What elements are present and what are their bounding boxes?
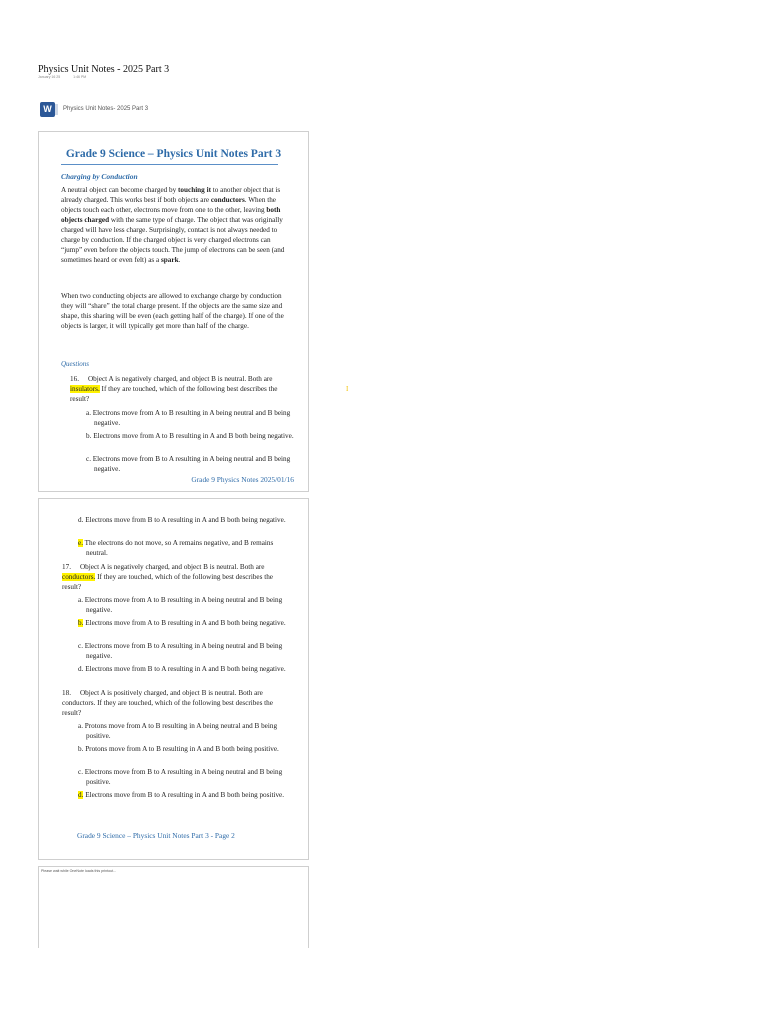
bold-term: both objects charged: [61, 206, 281, 224]
option-e: [78, 538, 296, 558]
page-footer: Grade 9 Science – Physics Unit Notes Part 3 - Page 2: [77, 831, 235, 840]
printout-page-2: [38, 498, 309, 860]
question-16-stem: [70, 374, 285, 404]
option-d: d. Electrons move from B to A resulting in A and B both being negative.: [78, 516, 286, 524]
question-18-stem: [62, 688, 282, 718]
page-footer: Grade 9 Physics Notes 2025/01/16: [191, 475, 294, 484]
stem-text: Object A is negatively charged, and object B is neutral. Both are: [79, 563, 265, 571]
option-d: [78, 790, 296, 800]
question-17-stem: [62, 562, 282, 592]
paragraph-text: to another object that is already charged. This works best if both objects are: [61, 186, 281, 204]
loading-message: Please wait while OneNote loads this printout...: [41, 869, 117, 873]
paragraph-sharing: When two conducting objects are allowed to exchange charge by conduction they will “share” the total charge present. If the objects are the same size and shape, this sharing will be even (each getting half of the charge). If one of the objects is larger, it will typically get more than half of the charge.: [61, 292, 284, 330]
document-heading: Grade 9 Science – Physics Unit Notes Part 3: [65, 148, 282, 160]
paragraph-text: .: [178, 256, 181, 264]
option-a: a. Electrons move from A to B resulting in A being neutral and B being negative.: [86, 409, 291, 427]
option-text: Electrons move from B to A resulting in A and B both being positive.: [83, 791, 285, 799]
option-d: d. Electrons move from B to A resulting in A and B both being negative.: [78, 665, 286, 673]
questions-label: Questions: [61, 360, 89, 368]
highlighted-word: conductors.: [62, 573, 96, 581]
paragraph-text: A neutral object can become charged by: [61, 186, 179, 194]
option-c: c. Electrons move from B to A resulting in A being neutral and B being positive.: [78, 768, 283, 786]
attachment-name[interactable]: Physics Unit Notes- 2025 Part 3: [63, 106, 149, 112]
paragraph-conduction: [61, 185, 293, 265]
option-text: The electrons do not move, so A remains negative, and B remains neutral.: [83, 539, 274, 557]
option-a: a. Electrons move from A to B resulting in A being neutral and B being negative.: [78, 596, 283, 614]
highlighted-word: insulators.: [70, 385, 100, 393]
note-meta: [38, 75, 98, 79]
note-date: January 16 25: [38, 75, 61, 79]
question-number: 18.: [62, 689, 71, 697]
note-time: 1:46 PM: [73, 75, 87, 79]
heading-divider: [61, 164, 278, 165]
printout-page-3: [38, 866, 309, 948]
stem-text: If they are touched, which of the following best describes the result?: [70, 385, 278, 403]
text-cursor-icon: I: [346, 385, 349, 393]
bold-term: touching it: [178, 186, 211, 194]
stem-text: Object A is negatively charged, and object B is neutral. Both are: [87, 375, 273, 383]
option-a: a. Protons move from A to B resulting in A being neutral and B being positive.: [78, 722, 278, 740]
stem-text: If they are touched, which of the following best describes the result?: [62, 573, 273, 591]
paragraph-text: with the same type of charge. The object that was originally charged will have less charge. Surprisingly, contact is not always needed to charge by conduction. If the charged object is very charged electrons can “jump” even before the objects touch. The jump of electrons can be seen (and sometimes heard or even felt) as a: [61, 216, 285, 264]
bold-term: spark: [161, 256, 179, 264]
bold-term: conductors: [210, 196, 245, 204]
option-c: c. Electrons move from B to A resulting in A being neutral and B being negative.: [78, 642, 283, 660]
word-document-icon: W: [40, 102, 55, 117]
highlighted-answer: d.: [78, 791, 84, 799]
highlighted-answer: e.: [78, 539, 83, 547]
option-b: [78, 618, 296, 628]
paragraph-text: . When the objects touch each other, electrons move from one to the other, leaving: [61, 196, 276, 214]
question-number: 17.: [62, 563, 71, 571]
option-text: Electrons move from A to B resulting in A and B both being negative.: [83, 619, 286, 627]
highlighted-answer: b.: [78, 619, 84, 627]
option-b: b. Protons move from A to B resulting in A and B both being positive.: [78, 745, 279, 753]
file-attachment[interactable]: [40, 100, 148, 118]
note-title: Physics Unit Notes - 2025 Part 3: [38, 64, 170, 75]
option-b: b. Electrons move from A to B resulting in A and B both being negative.: [86, 432, 294, 440]
question-number: 16.: [70, 375, 79, 383]
stem-text: Object A is positively charged, and object B is neutral. Both are conductors. If they are touched, which of the following best describes the result?: [62, 689, 273, 717]
section-subheading: Charging by Conduction: [61, 172, 138, 181]
option-c: c. Electrons move from B to A resulting in A being neutral and B being negative.: [86, 455, 291, 473]
printout-page-1: [38, 131, 309, 492]
